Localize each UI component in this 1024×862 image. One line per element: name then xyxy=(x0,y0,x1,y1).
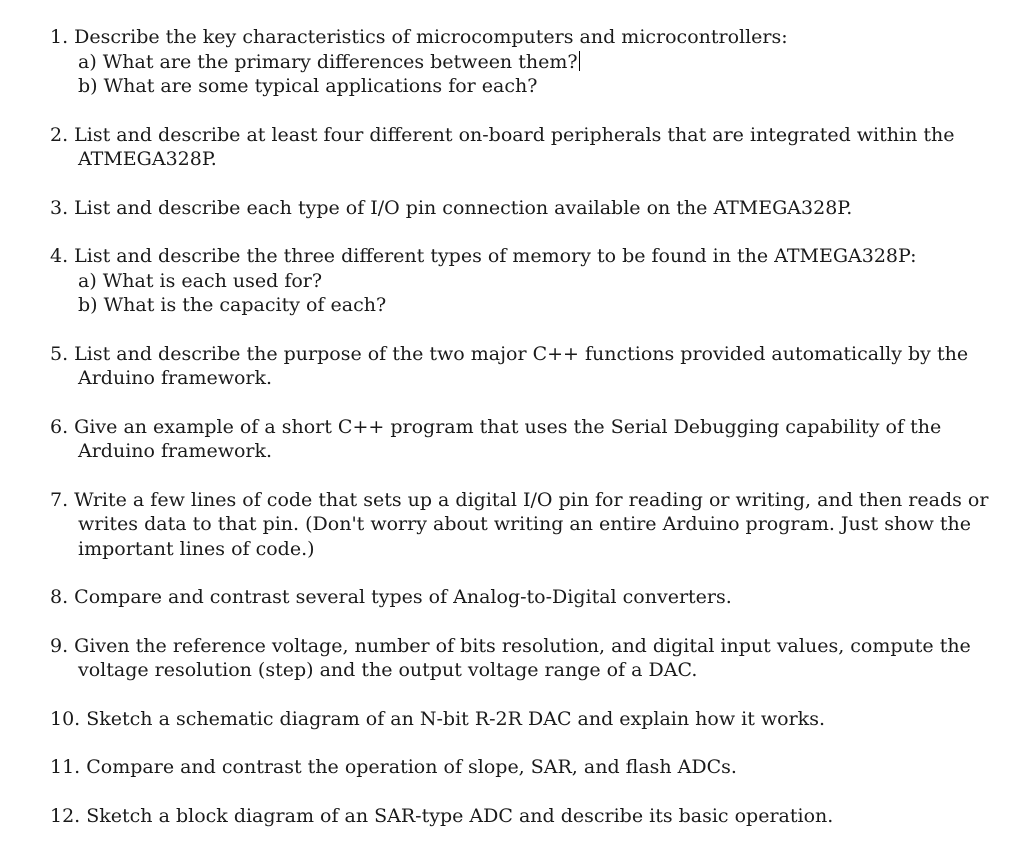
question-list xyxy=(50,25,990,828)
question-5-text: 5. List and describe the purpose of the two major C++ functions provided automatically by the Arduino framework. xyxy=(50,342,969,389)
question-1-text: 1. Describe the key characteristics of microcomputers and microcontrollers: xyxy=(50,26,788,48)
question-1b: b) What are some typical applications for each? xyxy=(78,75,538,97)
question-11-text: 11. Compare and contrast the operation of slope, SAR, and flash ADCs. xyxy=(50,756,737,778)
question-4b: b) What is the capacity of each? xyxy=(78,294,387,316)
question-10-text: 10. Sketch a schematic diagram of an N-bit R-2R DAC and explain how it works. xyxy=(50,707,825,730)
question-1a xyxy=(50,50,990,75)
question-10 xyxy=(50,707,990,732)
question-3-text: 3. List and describe each type of I/O pin connection available on the ATMEGA328P. xyxy=(50,196,853,219)
question-6 xyxy=(50,415,990,464)
question-8-text: 8. Compare and contrast several types of Analog-to-Digital converters. xyxy=(50,586,732,608)
question-11 xyxy=(50,755,990,780)
question-1 xyxy=(50,25,990,99)
question-4-text: 4. List and describe the three different types of memory to be found in the ATMEGA328P: xyxy=(50,245,917,267)
question-7-text: 7. Write a few lines of code that sets up a digital I/O pin for reading or writing, and then reads or writes data to that pin. (Don't worry about writing an entire Arduino program. Just show the important lines of code.) xyxy=(50,488,989,560)
question-8 xyxy=(50,585,990,610)
question-6-text: 6. Give an example of a short C++ program that uses the Serial Debugging capability of the Arduino framework. xyxy=(50,415,942,462)
question-1a-text: a) What are the primary differences between them? xyxy=(78,50,578,73)
question-7 xyxy=(50,488,990,562)
question-5 xyxy=(50,342,990,391)
question-12-text: 12. Sketch a block diagram of an SAR-type ADC and describe its basic operation. xyxy=(50,804,834,827)
question-9-text: 9. Given the reference voltage, number of bits resolution, and digital input values, compute the voltage resolution (step) and the output voltage range of a DAC. xyxy=(50,634,971,681)
text-cursor xyxy=(579,51,580,71)
question-4 xyxy=(50,244,990,318)
question-2 xyxy=(50,123,990,172)
question-9 xyxy=(50,634,990,683)
question-4a: a) What is each used for? xyxy=(78,269,323,292)
question-3 xyxy=(50,196,990,221)
question-12 xyxy=(50,804,990,829)
question-2-text: 2. List and describe at least four different on-board peripherals that are integrated within the ATMEGA328P. xyxy=(50,123,955,170)
